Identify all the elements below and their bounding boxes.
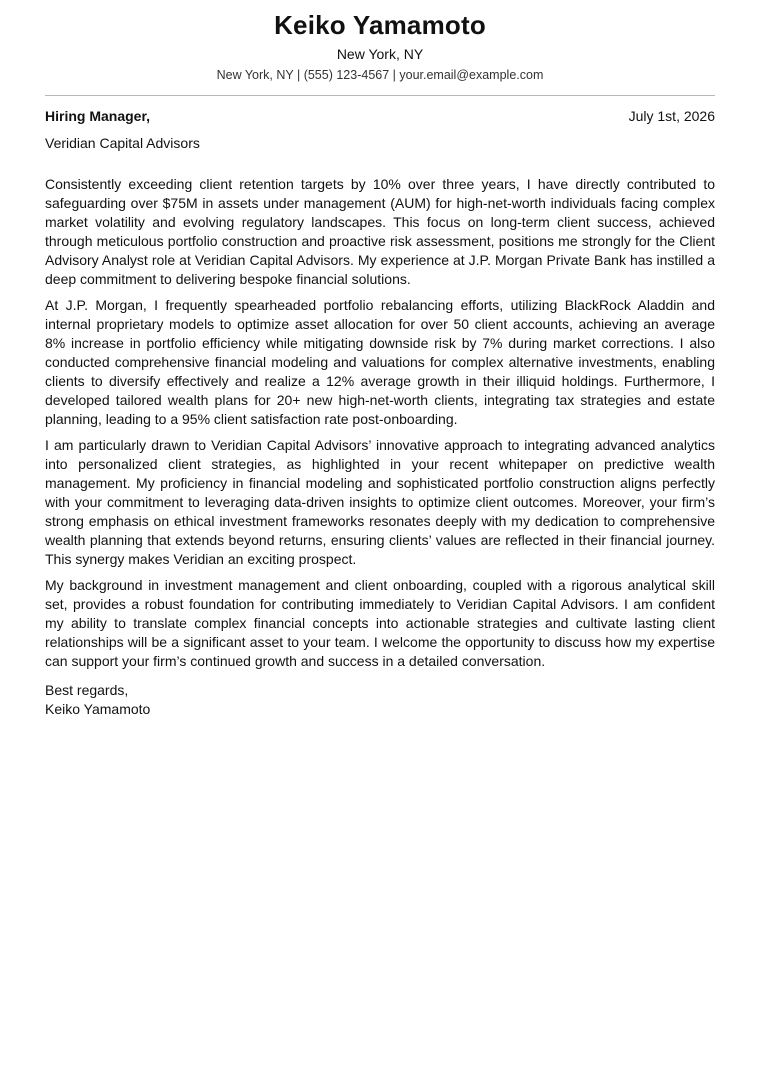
body-paragraph-3: I am particularly drawn to Veridian Capital Advisors’ innovative approach to integrating advanced analytics into personalized client strategies, as highlighted in your recent whitepaper on predictive wealth management. My proficiency in financial modeling and sophisticated portfolio construction aligns perfectly with your commitment to leveraging data-driven insights to optimize client outcomes. Moreover, your firm’s strong emphasis on ethical investment frameworks resonates deeply with my dedication to comprehensive wealth planning that extends beyond returns, ensuring clients’ values are reflected in their financial journey. This synergy makes Veridian an exciting prospect. (45, 437, 715, 567)
letter-date: July 1st, 2026 (628, 108, 715, 124)
company-name: Veridian Capital Advisors (45, 135, 200, 151)
body-paragraph-4: My background in investment management and client onboarding, coupled with a rigorous analytical skill set, provides a robust foundation for contributing immediately to Veridian Capital Advisors. I am confident my ability to translate complex financial concepts into actionable strategies and cultivate lasting client relationships will be a significant asset to your team. I welcome the opportunity to discuss how my expertise can support your firm’s continued growth and success in a detailed conversation. (45, 577, 715, 669)
letter-body (45, 175, 715, 671)
letter-closing (45, 681, 715, 719)
body-paragraph-2: At J.P. Morgan, I frequently spearheaded portfolio rebalancing efforts, utilizing BlackRock Aladdin and internal proprietary models to optimize asset allocation for over 50 client accounts, achieving an average 8% increase in portfolio efficiency while mitigating downside risk by 7% during market corrections. I also conducted comprehensive financial modeling and valuations for complex alternative investments, enabling clients to diversify effectively and realize a 12% average growth in their illiquid holdings. Furthermore, I developed tailored wealth plans for 20+ new high-net-worth clients, integrating tax strategies and estate planning, leading to a 95% client satisfaction rate post-onboarding. (45, 297, 715, 427)
signature-name: Keiko Yamamoto (45, 701, 151, 717)
contact-line: New York, NY | (555) 123-4567 | your.email@example.com (216, 68, 544, 82)
recipient-salutation: Hiring Manager, (45, 108, 151, 124)
letter-header (45, 0, 715, 83)
applicant-location: New York, NY (336, 46, 424, 62)
closing-phrase: Best regards, (45, 682, 129, 698)
body-paragraph-1: Consistently exceeding client retention targets by 10% over three years, I have directly contributed to safeguarding over $75M in assets under management (AUM) for high-net-worth individuals facing complex market volatility and evolving regulatory landscapes. This focus on long-term client success, achieved through meticulous portfolio construction and proactive risk assessment, positions me strongly for the Client Advisory Analyst role at Veridian Capital Advisors. My experience at J.P. Morgan Private Bank has instilled a deep commitment to delivering bespoke financial solutions. (45, 176, 715, 287)
recipient-date-row (45, 107, 715, 125)
header-divider (45, 95, 715, 96)
applicant-name: Keiko Yamamoto (274, 10, 486, 40)
